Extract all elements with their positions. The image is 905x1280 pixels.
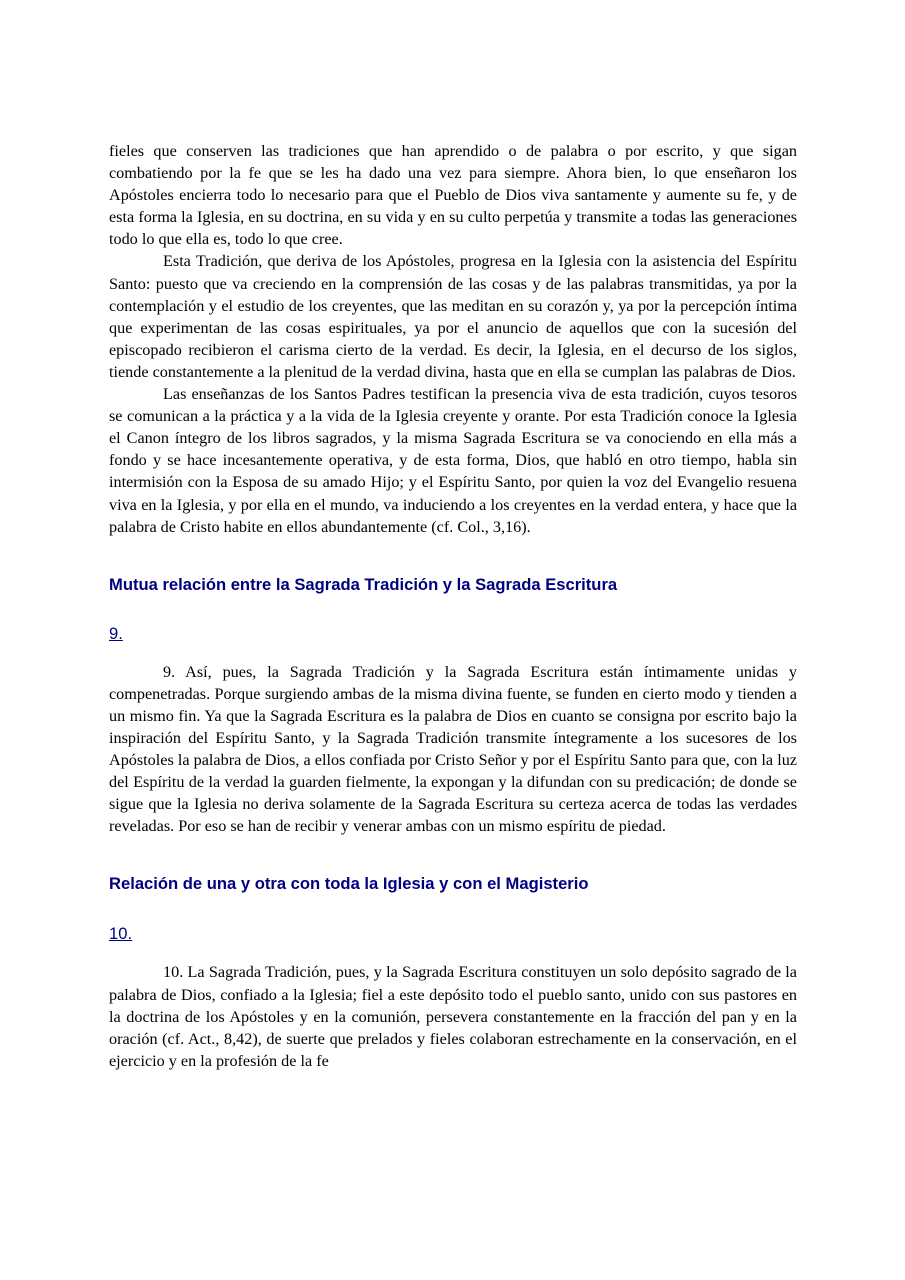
section-heading-mutual-relation: Mutua relación entre la Sagrada Tradición y la Sagrada Escritura [109, 574, 618, 594]
section-heading-church-magisterium: Relación de una y otra con toda la Iglesia y con el Magisterio [109, 874, 589, 894]
paragraph-tradition-progress: Esta Tradición, que deriva de los Apóstoles, progresa en la Iglesia con la asistencia del Espíritu Santo: puesto que va creciendo en la comprensión de las cosas y de las palabras transmitidas, ya por la contemplación y el estudio de los creyentes, que las meditan en su corazón y, ya por la percepción íntima que experimentan de las cosas espirituales, ya por el anuncio de aquellos que con la sucesión del episcopado recibieron el carisma cierto de la verdad. Es decir, la Iglesia, en el decurso de los siglos, tiende constantemente a la plenitud de la verdad divina, hasta que en ella se cumplan las palabras de Dios. [109, 252, 797, 381]
section-number-10-wrapper [109, 923, 797, 945]
section-number-9-wrapper [109, 623, 797, 645]
paragraph-9: 9. Así, pues, la Sagrada Tradición y la Sagrada Escritura están íntimamente unidas y compenetradas. Porque surgiendo ambas de la misma divina fuente, se funden en cierto modo y tienden a un mismo fin. Ya que la Sagrada Escritura es la palabra de Dios en cuanto se consigna por escrito bajo la inspiración del Espíritu Santo, y la Sagrada Tradición transmite íntegramente a los sucesores de los Apóstoles la palabra de Dios, a ellos confiada por Cristo Señor y por el Espíritu Santo para que, con la luz del Espíritu de la verdad la guarden fielmente, la expongan y la difundan con su predicación; de donde se sigue que la Iglesia no deriva solamente de la Sagrada Escritura su certeza acerca de todas las verdades reveladas. Por eso se han de recibir y venerar ambas con un mismo espíritu de piedad. [109, 662, 797, 836]
paragraph-tradition-intro: fieles que conserven las tradiciones que han aprendido o de palabra o por escrito, y que sigan combatiendo por la fe que se les ha dado una vez para siempre. Ahora bien, lo que enseñaron los Apóstoles encierra todo lo necesario para que el Pueblo de Dios viva santamente y aumente su fe, y de esta forma la Iglesia, en su doctrina, en su vida y en su culto perpetúa y transmite a todas las generaciones todo lo que ella es, todo lo que cree. [109, 142, 797, 249]
paragraph-holy-fathers: Las enseñanzas de los Santos Padres testifican la presencia viva de esta tradición, cuyos tesoros se comunican a la práctica y a la vida de la Iglesia creyente y orante. Por esta Tradición conoce la Iglesia el Canon íntegro de los libros sagrados, y la misma Sagrada Escritura se va conociendo en ella más a fondo y se hace incesantemente operativa, y de esta forma, Dios, que habló en otro tiempo, habla sin intermisión con la Esposa de su amado Hijo; y el Espíritu Santo, por quien la voz del Evangelio resuena viva en la Iglesia, y por ella en el mundo, va induciendo a los creyentes en la verdad entera, y hace que la palabra de Cristo habite en ellos abundantemente (cf. Col., 3,16). [109, 385, 797, 536]
section-link-9[interactable]: 9. [109, 623, 123, 643]
paragraph-10: 10. La Sagrada Tradición, pues, y la Sagrada Escritura constituyen un solo depósito sagrado de la palabra de Dios, confiado a la Iglesia; fiel a este depósito todo el pueblo santo, unido con sus pastores en la doctrina de los Apóstoles y en la comunión, persevera constantemente en la fracción del pan y en la oración (cf. Act., 8,42), de suerte que prelados y fieles colaboran estrechamente en la conservación, en el ejercicio y en la profesión de la fe [109, 963, 797, 1070]
section-link-10[interactable]: 10. [109, 924, 133, 944]
